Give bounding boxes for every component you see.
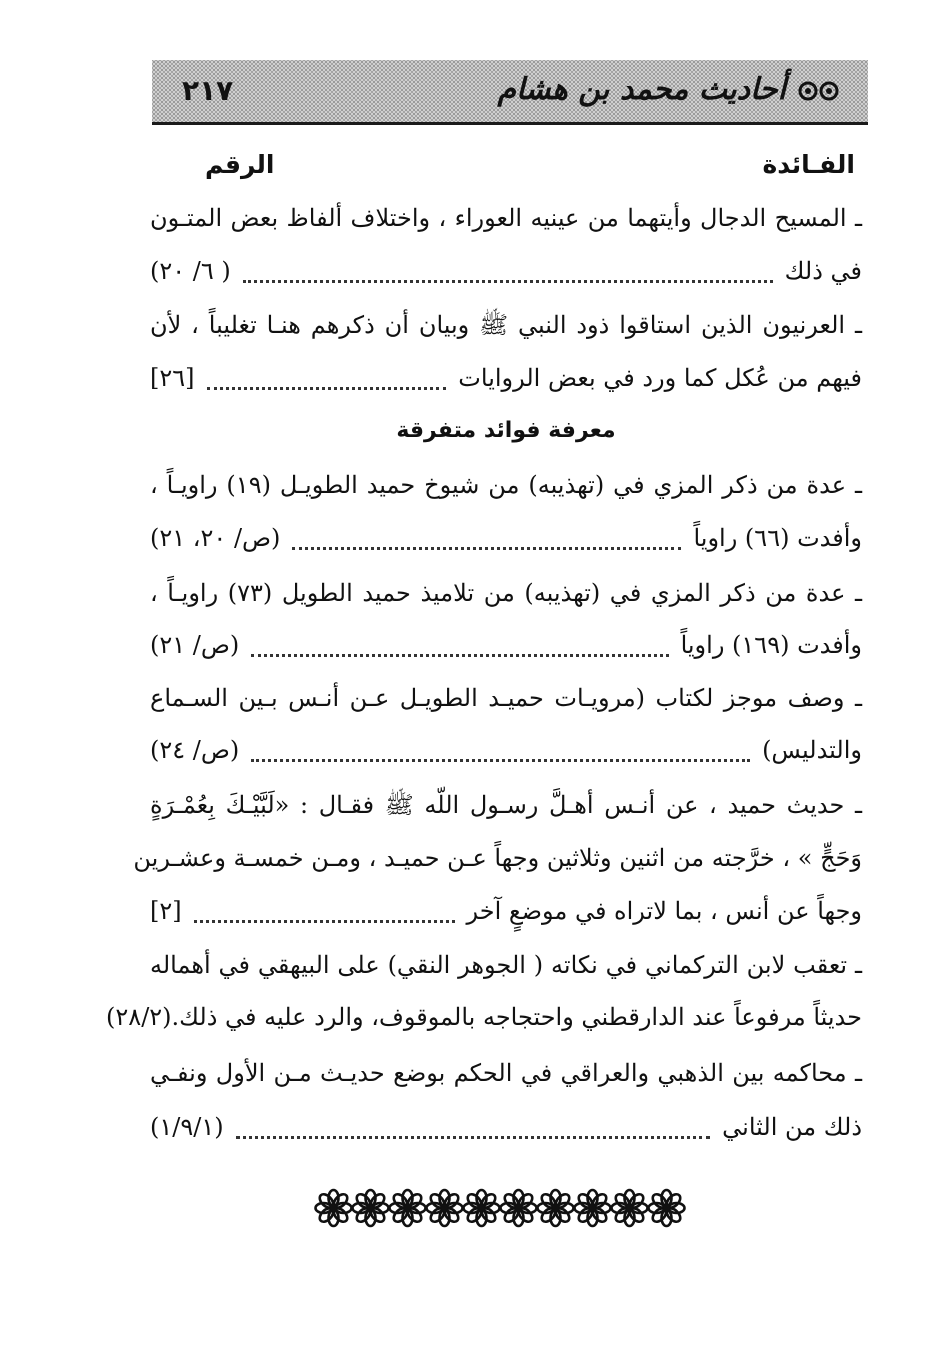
eight-petal-flower-icon xyxy=(390,1190,426,1226)
entry-line: وَحَجٍّ » ، خرَّجته من اثنين وثلاثين وجهاً عـن حميـد ، ومـن خمسـة وعشـرين xyxy=(133,844,862,872)
section-title: معرفة فوائد متفرقة xyxy=(396,418,616,443)
ornament-divider xyxy=(310,1186,690,1230)
entry-text: والتدليس) xyxy=(762,736,862,764)
column-heading-number: الرقم xyxy=(205,150,275,179)
entry-text: فيهم من عُكل كما ورد في بعض الروايات xyxy=(458,364,862,392)
entry-reference: [٢] xyxy=(150,897,182,925)
leader-dots xyxy=(194,920,455,923)
entry-text: ذلك من الثاني xyxy=(722,1113,862,1141)
entry-line: ـ محاكمه بين الذهبي والعراقي في الحكم بوضع حديـث مـن الأول ونفـي xyxy=(150,1059,862,1087)
entry-line-with-ref xyxy=(150,1102,862,1152)
eight-petal-flower-icon xyxy=(612,1190,648,1226)
entry-text: وأفدت (٦٦) راوياً xyxy=(693,524,862,552)
leader-dots xyxy=(243,280,773,283)
page-number: ٢١٧ xyxy=(182,74,234,107)
leader-dots xyxy=(251,759,750,762)
eight-petal-flower-icon xyxy=(538,1190,574,1226)
entry-line: ـ العرنيون الذين استاقوا ذود النبي ﷺ وبيان أن ذكرهم هنـا تغليباً ، لأن xyxy=(150,311,862,339)
entry-reference: (ص/ ٢١) xyxy=(150,631,240,659)
leader-dots xyxy=(292,547,681,550)
eight-petal-flower-icon xyxy=(501,1190,537,1226)
eight-petal-flower-icon xyxy=(427,1190,463,1226)
entry-reference: [٢٦] xyxy=(150,364,195,392)
eight-petal-flower-icon xyxy=(464,1190,500,1226)
entry-line: ـ تعقب لابن التركماني في نكاته ( الجوهر النقي) على البيهقي في أهماله xyxy=(150,951,862,979)
eight-petal-flower-icon xyxy=(353,1190,389,1226)
entry-reference: (ص/ ٢٠، ٢١) xyxy=(150,524,281,552)
entry-text: وأفدت (١٦٩) راوياً xyxy=(680,631,862,659)
eight-petal-flower-icon xyxy=(316,1190,352,1226)
entry-reference: (١/٩/١) xyxy=(150,1113,224,1141)
entry-reference: (ص/ ٢٤) xyxy=(150,736,240,764)
column-heading-benefit: الفـائدة xyxy=(762,150,855,179)
entry-line: ـ عدة من ذكر المزي في (تهذيبه) من شيوخ حميد الطويـل (١٩) راويـاً ، xyxy=(150,471,862,499)
entry-text: في ذلك xyxy=(784,257,862,285)
entry-reference: ( ٦/ ٢٠) xyxy=(150,257,231,285)
entry-text: وجهاً عن أنس ، بما لاتراه في موضعٍ آخر xyxy=(466,897,862,925)
running-header xyxy=(152,60,868,125)
entry-line: ـ وصف موجز لكتاب (مرويـات حميـد الطويـل عـن أنـس بـين السـماع xyxy=(150,684,862,712)
entry-line-with-ref xyxy=(150,246,862,296)
book-title: أحاديث محمد بن هشام xyxy=(497,72,786,107)
entry-line: ـ حديث حميد ، عن أنـس أهـلَّ رسـول اللّه ﷺ فقـال : «لَبَّيْـكَ بِعُمْـرَةٍ xyxy=(150,791,862,819)
entry-line-with-ref xyxy=(150,353,862,403)
leader-dots xyxy=(236,1136,711,1139)
entry-line: ـ المسيح الدجال وأيتهما من عينيه العوراء ، واختلاف ألفاظ بعض المتـون xyxy=(150,204,862,232)
leader-dots xyxy=(251,654,668,657)
eight-petal-flower-icon xyxy=(575,1190,611,1226)
entry-line-with-ref xyxy=(150,513,862,563)
eight-petal-flower-icon xyxy=(649,1190,685,1226)
double-circle-ornament-icon xyxy=(796,80,842,102)
entry-line-with-ref xyxy=(150,620,862,670)
leader-dots xyxy=(207,387,447,390)
entry-line-with-ref xyxy=(150,886,862,936)
entry-line-with-ref xyxy=(150,725,862,775)
entry-line: ـ عدة من ذكر المزي في (تهذيبه) من تلاميذ حميد الطويل (٧٣) راويـاً ، xyxy=(150,579,862,607)
entry-line: حديثاً مرفوعاً عند الدارقطني واحتجاجه بالموقوف، والرد عليه في ذلك.(٢٨/٢) xyxy=(106,1003,862,1031)
